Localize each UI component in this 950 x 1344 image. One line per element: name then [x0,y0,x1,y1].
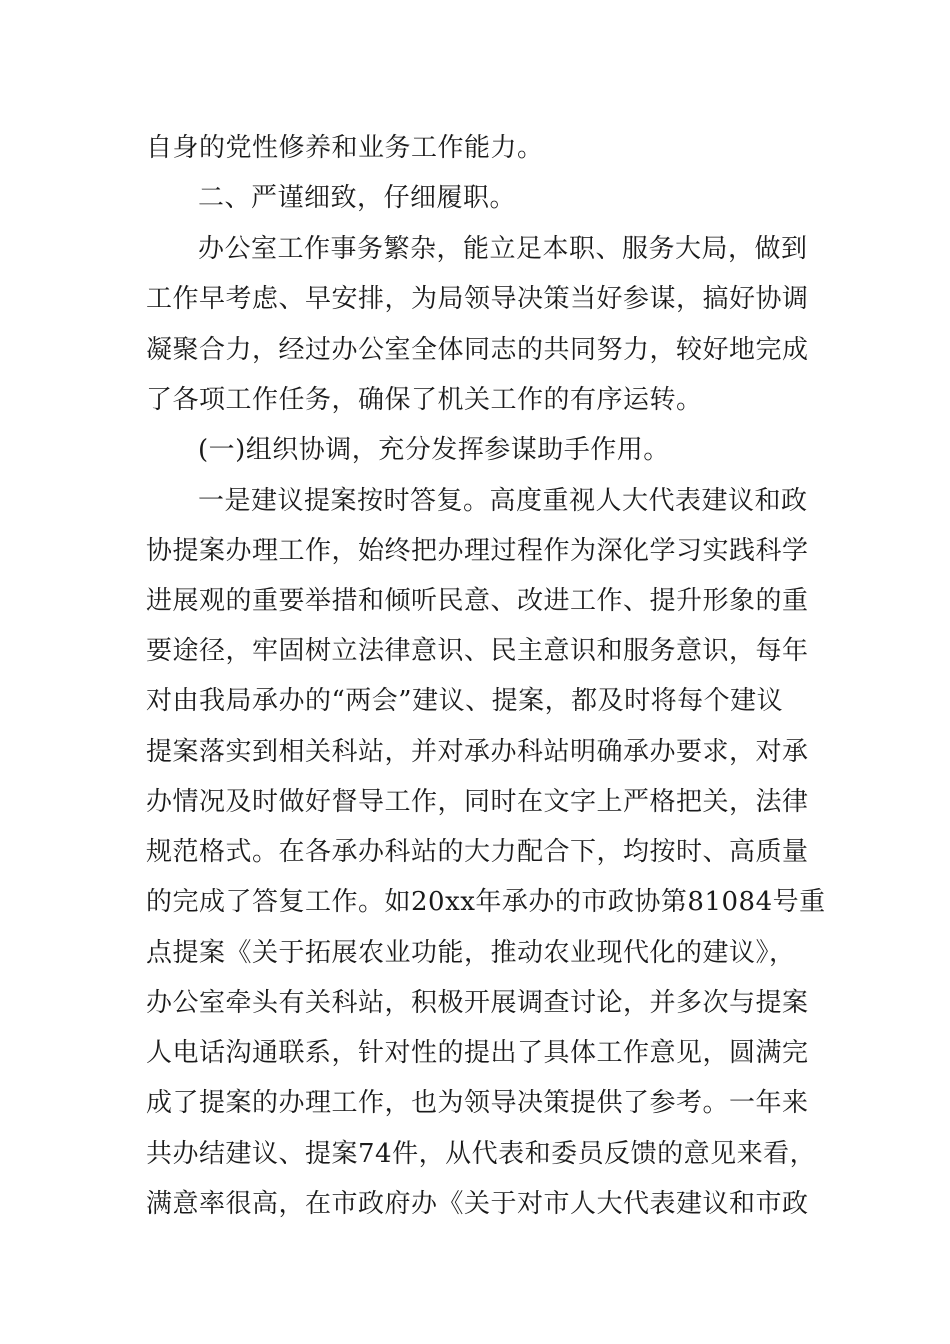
paragraph-line-20: 成了提案的办理工作，也为领导决策提供了参考。一年来 [146,1088,809,1118]
paragraph-line-18: 办公室牵头有关科站，积极开展调查讨论，并多次与提案 [146,988,809,1018]
paragraph-line-9: 协提案办理工作，始终把办理过程作为深化学习实践科学 [146,536,809,566]
paragraph-line-4: 工作早考虑、早安排，为局领导决策当好参谋，搞好协调 [146,284,809,314]
paragraph-line-10: 进展观的重要举措和倾听民意、改进工作、提升形象的重 [146,586,809,616]
subsection-heading-7: (一)组织协调，充分发挥参谋助手作用。 [198,435,670,465]
paragraph-line-19: 人电话沟通联系，针对性的提出了具体工作意见，圆满完 [146,1038,809,1068]
paragraph-line-11: 要途径，牢固树立法律意识、民主意识和服务意识，每年 [146,636,809,666]
text-line-1: 自身的党性修养和业务工作能力。 [146,133,544,163]
paragraph-line-17: 点提案《关于拓展农业功能，推动农业现代化的建议》， [146,938,796,968]
paragraph-line-14: 办情况及时做好督导工作，同时在文字上严格把关，法律 [146,787,809,817]
paragraph-line-12: 对由我局承办的“两会”建议、提案，都及时将每个建议 [146,686,784,716]
paragraph-line-6: 了各项工作任务，确保了机关工作的有序运转。 [146,385,703,415]
paragraph-line-22: 满意率很高，在市政府办《关于对市人大代表建议和市政 [146,1189,809,1219]
paragraph-line-3: 办公室工作事务繁杂，能立足本职、服务大局，做到 [198,234,808,264]
paragraph-line-5: 凝聚合力，经过办公室全体同志的共同努力，较好地完成 [146,335,809,365]
paragraph-line-21: 共办结建议、提案74件，从代表和委员反馈的意见来看， [146,1139,817,1169]
paragraph-line-8: 一是建议提案按时答复。高度重视人大代表建议和政 [198,486,808,516]
section-heading-2: 二、严谨细致，仔细履职。 [198,183,517,213]
paragraph-line-13: 提案落实到相关科站，并对承办科站明确承办要求，对承 [146,737,809,767]
paragraph-line-15: 规范格式。在各承办科站的大力配合下，均按时、高质量 [146,837,809,867]
paragraph-line-16: 的完成了答复工作。如20xx年承办的市政协第81084号重 [146,887,826,917]
